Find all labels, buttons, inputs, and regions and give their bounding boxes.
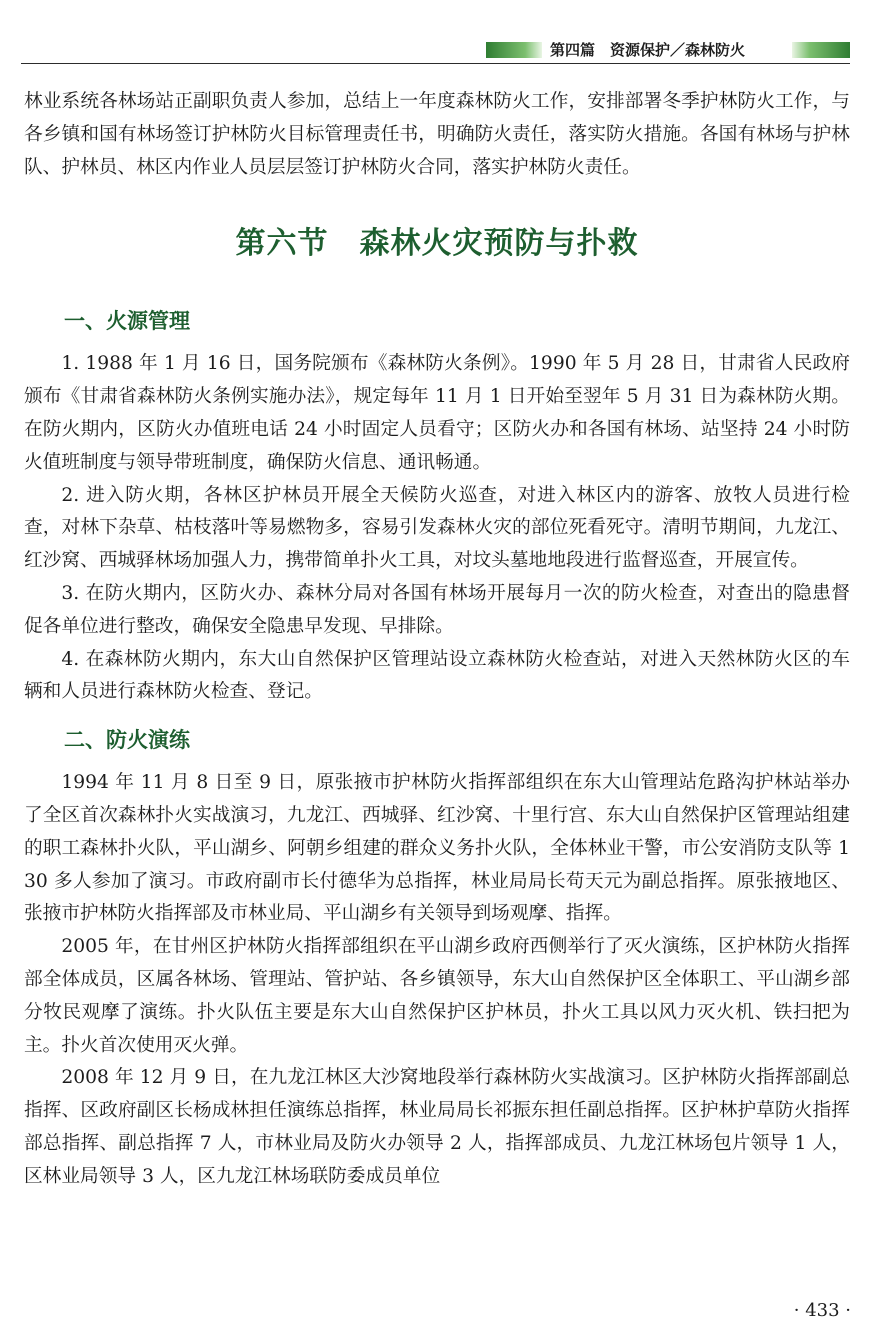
header-decoration-right [792,42,850,58]
paragraph: 2005 年，在甘州区护林防火指挥部组织在平山湖乡政府西侧举行了灭火演练，区护林防火指挥部全体成员，区属各林场、管理站、管护站、各乡镇领导，东大山自然保护区全体职工、平山湖乡部分牧民观摩了演练。扑火队伍主要是东大山自然保护区护林员，扑火工具以风力灭火机、铁扫把为主。扑火首次使用灭火弹。 [24,936,850,1056]
page-number: · 433 · [793,1300,851,1321]
section-title: 第六节 森林火灾预防与扑救 [235,226,639,262]
paragraph: 2008 年 12 月 9 日，在九龙江林区大沙窝地段举行森林防火实战演习。区护林防火指挥部副总指挥、区政府副区长杨成林担任演练总指挥，林业局局长祁振东担任副总指挥。区护林护草防火指挥部总指挥、副总指挥 7 人，市林业局及防火办领导 2 人，指挥部成员、九龙江林场包片领导 1 人，区林业局领导 3 人，区九龙江林场联防委成员单位 [24,1067,850,1187]
running-header [486,40,850,60]
page-body [24,86,850,1194]
paragraph: 3. 在防火期内，区防火办、森林分局对各国有林场开展每月一次的防火检查，对查出的隐患督促各单位进行整改，确保安全隐患早发现、早排除。 [24,582,850,637]
header-decoration-left [486,42,542,58]
header-rule [21,63,850,64]
paragraph: 2. 进入防火期，各林区护林员开展全天候防火巡查，对进入林区内的游客、放牧人员进行检查，对林下杂草、枯枝落叶等易燃物多，容易引发森林火灾的部位死看死守。清明节期间，九龙江、红沙窝、西城驿林场加强人力，携带简单扑火工具，对坟头墓地地段进行监督巡查，开展宣传。 [24,484,850,572]
subsection-title-fire-drill: 二、防火演练 [64,728,190,753]
running-title: 第四篇 资源保护／森林防火 [550,41,746,59]
paragraph: 4. 在森林防火期内，东大山自然保护区管理站设立森林防火检查站，对进入天然林防火区的车辆和人员进行森林防火检查、登记。 [24,648,850,703]
intro-paragraph: 林业系统各林场站正副职负责人参加，总结上一年度森林防火工作，安排部署冬季护林防火工作，与各乡镇和国有林场签订护林防火目标管理责任书，明确防火责任，落实防火措施。各国有林场与护林队、护林员、林区内作业人员层层签订护林防火合同，落实护林防火责任。 [24,91,850,178]
subsection-title-fire-source: 一、火源管理 [64,309,190,334]
paragraph: 1. 1988 年 1 月 16 日，国务院颁布《森林防火条例》。1990 年 5 月 28 日，甘肃省人民政府颁布《甘肃省森林防火条例实施办法》，规定每年 11 月 1 日开始至翌年 5 月 31 日为森林防火期。在防火期内，区防火办值班电话 24 小时固定人员看守；区防火办和各国有林场、站坚持 24 小时防火值班制度与领导带班制度，确保防火信息、通讯畅通。 [24,353,850,473]
paragraph: 1994 年 11 月 8 日至 9 日，原张掖市护林防火指挥部组织在东大山管理站危路沟护林站举办了全区首次森林扑火实战演习，九龙江、西城驿、红沙窝、十里行宫、东大山自然保护区管理站组建的职工森林扑火队，平山湖乡、阿朝乡组建的群众义务扑火队，全体林业干警，市公安消防支队等 130 多人参加了演习。市政府副市长付德华为总指挥，林业局局长苟天元为副总指挥。原张掖地区、张掖市护林防火指挥部及市林业局、平山湖乡有关领导到场观摩、指挥。 [24,772,850,925]
